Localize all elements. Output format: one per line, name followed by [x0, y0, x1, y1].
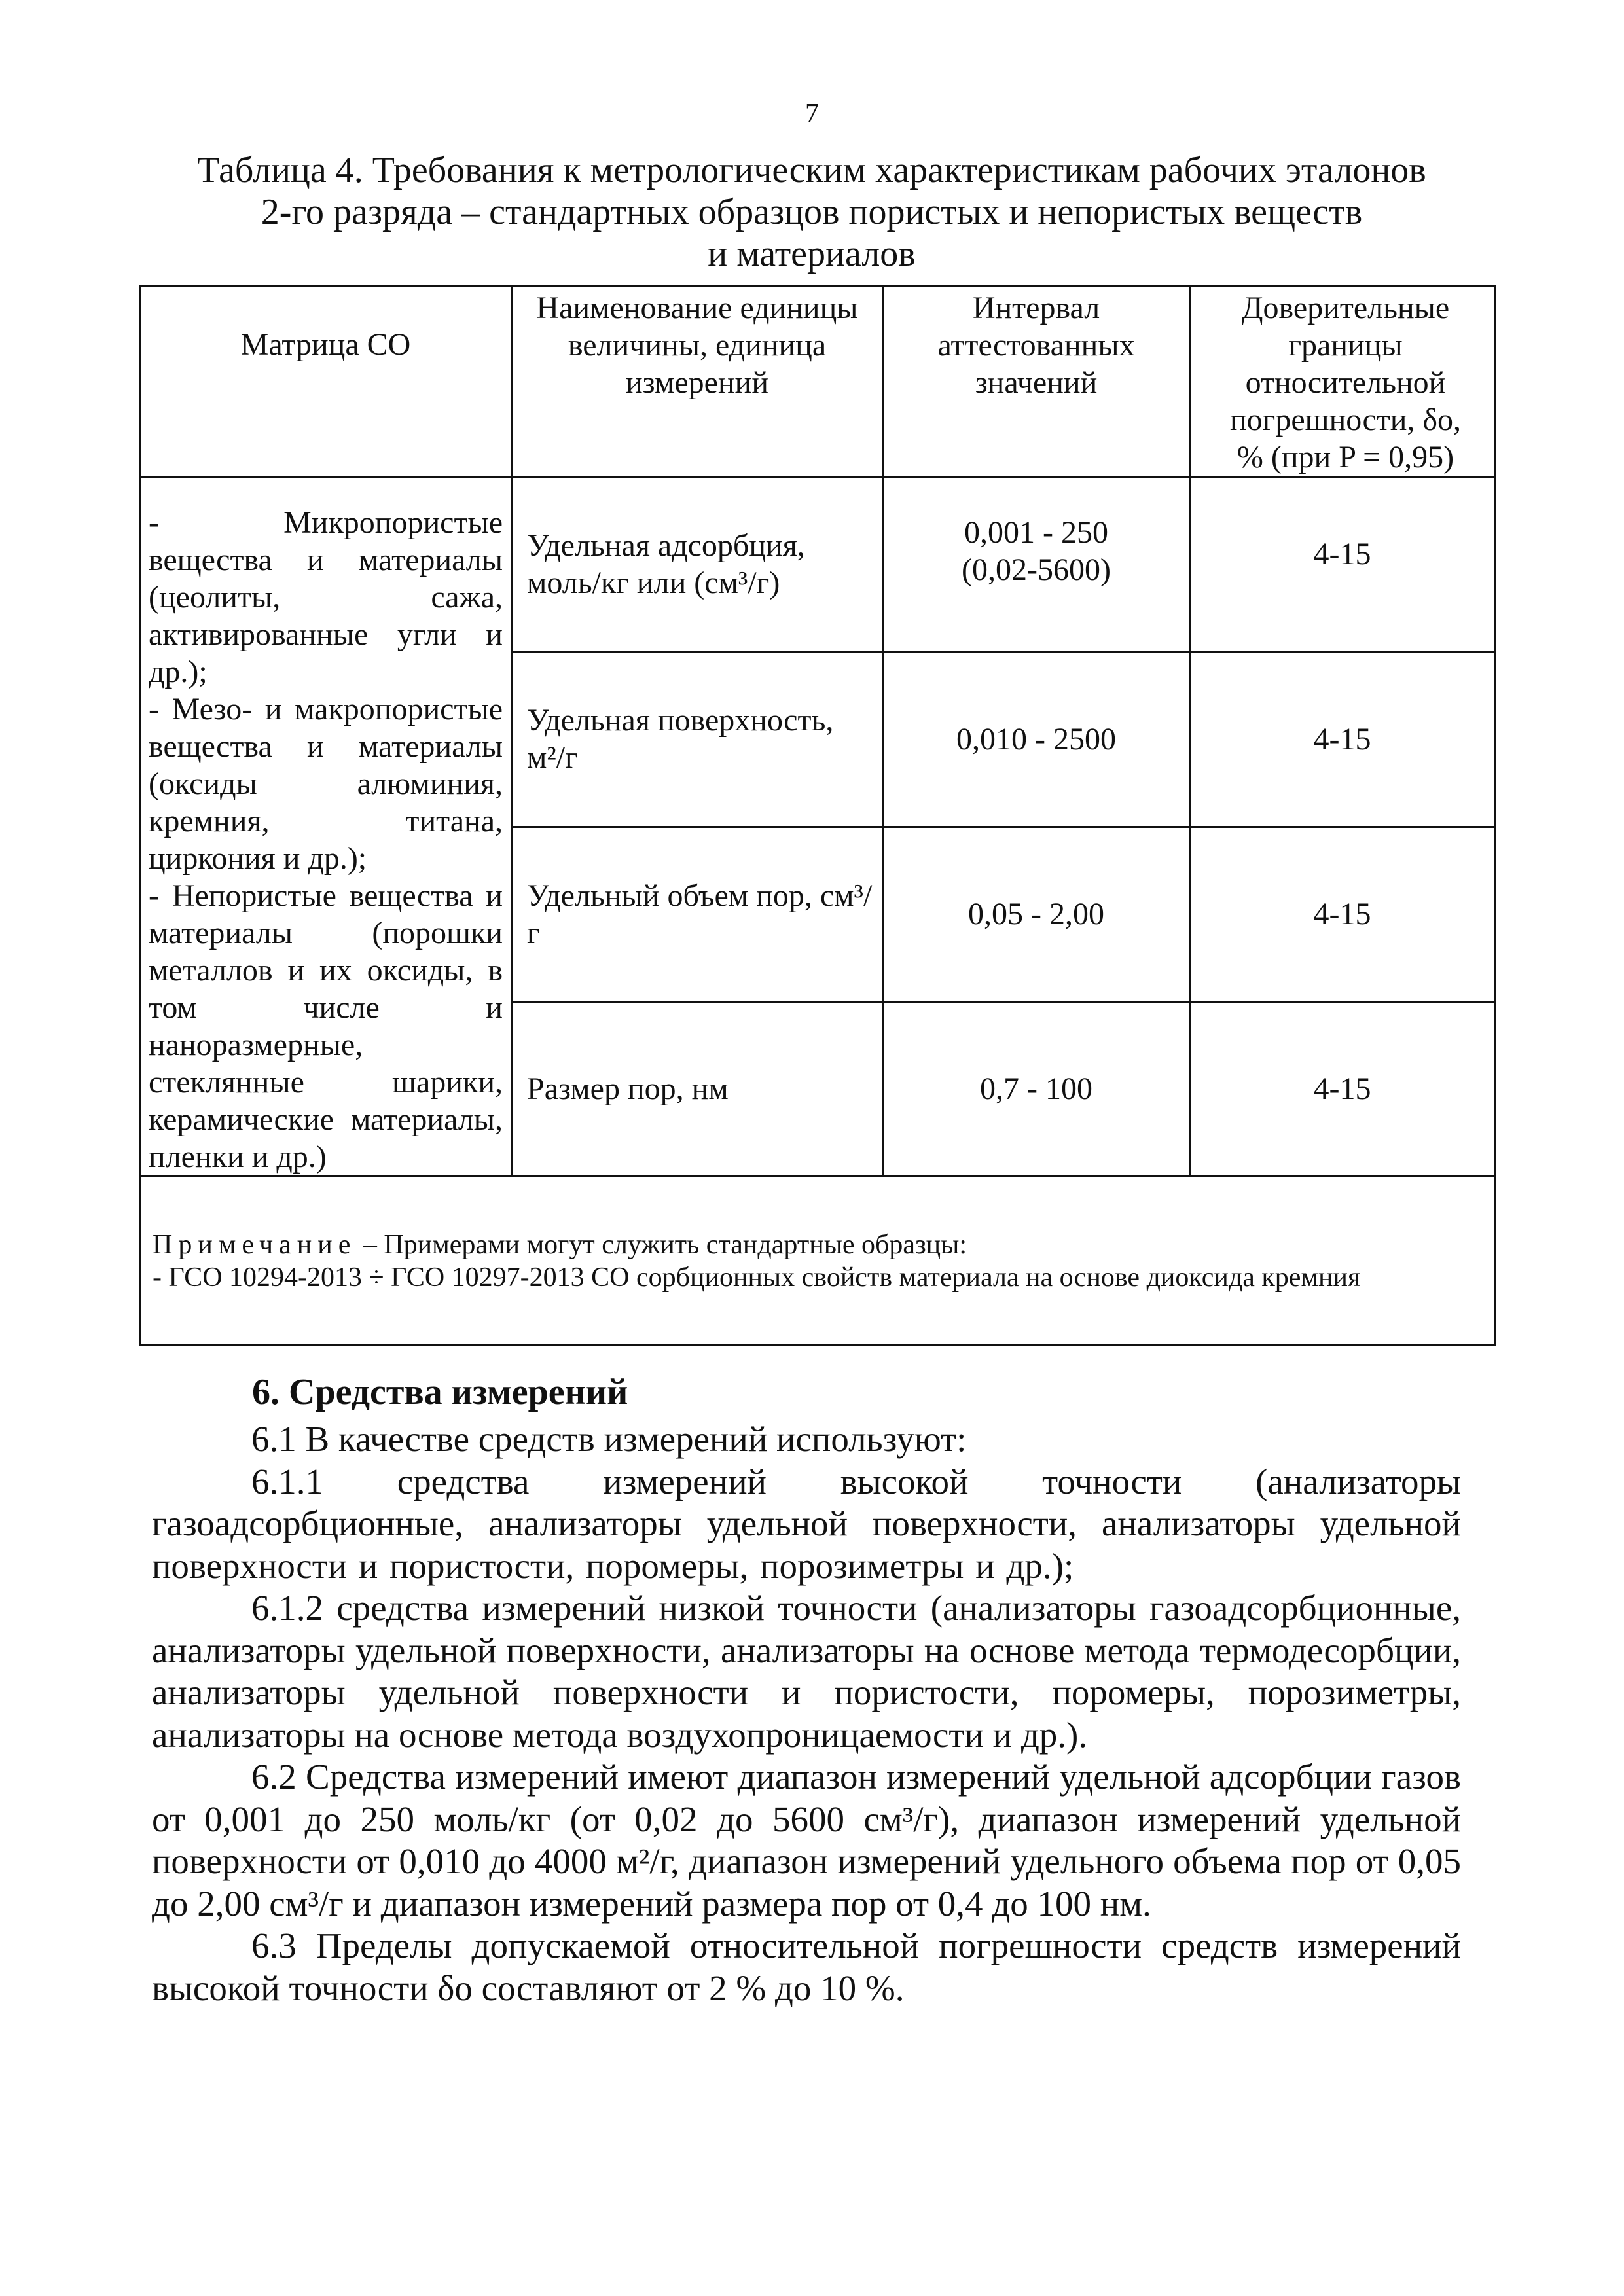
caption-line-2: 2-го разряда – стандартных образцов пористых и непористых веществ — [261, 192, 1363, 232]
row-interval: 0,010 - 2500 — [883, 652, 1190, 827]
note-text: – Примерами могут служить стандартные образцы: — [356, 1229, 967, 1260]
table-note — [140, 1177, 1495, 1346]
note-line-2: - ГСО 10294-2013 ÷ ГСО 10297-2013 СО сорбционных свойств материала на основе диоксида кремния — [153, 1262, 1361, 1293]
row-interval-value: 0,001 - 250 — [964, 515, 1108, 550]
section-body — [152, 1418, 1461, 2009]
header-matrix: Матрица СО — [140, 286, 512, 477]
caption-line-3: и материалов — [708, 234, 916, 274]
note-label: Примечание — [153, 1229, 357, 1260]
paragraph-6-1-2: 6.1.2 средства измерений низкой точности (анализаторы газоадсорбционные, анализаторы удельной поверхности, анализаторы на основе метода термодесорбции, анализаторы удельной поверхности и пористости, поромеры, порозиметры, анализаторы на основе метода воздухопроницаемости и др.). — [152, 1588, 1461, 1755]
header-tolerance: Доверительные границы относительной погрешности, δо, % (при P = 0,95) — [1190, 286, 1495, 477]
table-row — [140, 477, 1495, 652]
row-quantity-name: Удельная поверхность, м²/г — [512, 652, 883, 827]
paragraph-6-3: 6.3 Пределы допускаемой относительной погрешности средств измерений высокой точности δо составляют от 2 % до 10 %. — [152, 1926, 1461, 2008]
note-line-1 — [153, 1229, 1486, 1261]
row-tolerance: 4-15 — [1190, 652, 1495, 827]
row-tolerance: 4-15 — [1190, 1001, 1495, 1176]
requirements-table — [139, 285, 1496, 1346]
section-title: 6. Средства измерений — [252, 1372, 628, 1412]
caption-line-1: Таблица 4. Требования к метрологическим характеристикам рабочих эталонов — [197, 150, 1426, 190]
paragraph-6-1-1: 6.1.1 средства измерений высокой точности (анализаторы газоадсорбционные, анализаторы удельной поверхности, анализаторы удельной поверхности и пористости, поромеры, порозиметры и др.); — [152, 1461, 1461, 1586]
matrix-cell — [140, 477, 512, 1177]
matrix-item: - Мезо- и макропористые вещества и материалы (оксиды алюминия, кремния, титана, циркония и др.); — [149, 692, 503, 876]
table-caption — [141, 149, 1483, 275]
header-interval: Интервал аттестованных значений — [883, 286, 1190, 477]
row-interval: 0,7 - 100 — [883, 1001, 1190, 1176]
row-tolerance: 4-15 — [1190, 477, 1495, 652]
paragraph-6-2: 6.2 Средства измерений имеют диапазон измерений удельной адсорбции газов от 0,001 до 250 моль/кг (от 0,02 до 5600 см³/г), диапазон измерений удельной поверхности от 0,010 до 4000 м²/г, диапазон измерений удельного объема пор от 0,05 до 2,00 см³/г и диапазон измерений размера пор от 0,4 до 100 нм. — [152, 1757, 1461, 1924]
matrix-item: - Непористые вещества и материалы (порошки металлов и их оксиды, в том числе и наноразмерные, стеклянные шарики, керамические материалы, пленки и др.) — [149, 878, 503, 1174]
row-quantity-name: Удельная адсорбция, моль/кг или (см³/г) — [512, 477, 883, 652]
matrix-item: - Микропористые вещества и материалы (цеолиты, сажа, активированные угли и др.); — [149, 505, 503, 689]
row-quantity-name: Размер пор, нм — [512, 1001, 883, 1176]
table-header-row — [140, 286, 1495, 477]
header-unit: Наименование единицы величины, единица измерений — [512, 286, 883, 477]
row-tolerance: 4-15 — [1190, 827, 1495, 1001]
row-quantity-name: Удельный объем пор, см³/г — [512, 827, 883, 1001]
row-interval — [883, 477, 1190, 652]
row-interval: 0,05 - 2,00 — [883, 827, 1190, 1001]
paragraph-6-1: 6.1 В качестве средств измерений используют: — [251, 1419, 967, 1459]
row-interval-value-alt: (0,02-5600) — [962, 552, 1111, 587]
table-note-row — [140, 1177, 1495, 1346]
page-number: 7 — [805, 99, 819, 129]
